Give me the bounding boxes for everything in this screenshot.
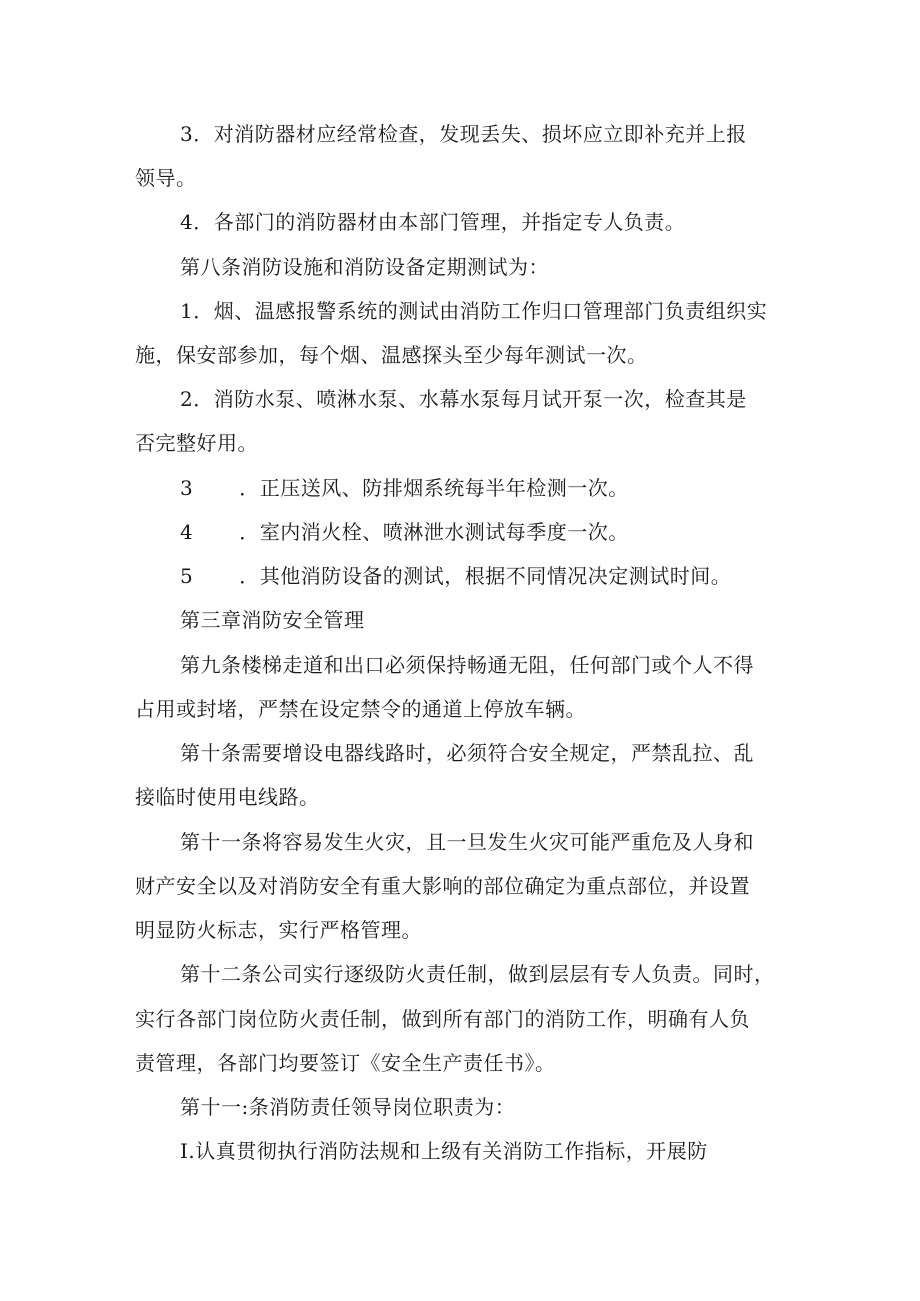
text-line: 财产安全以及对消防安全有重大影响的部位确定为重点部位，并设置 [135,874,750,898]
text-line: 明显防火标志，实行严格管理。 [135,918,422,942]
section-heading: 第八条消防设施和消防设备定期测试为： [180,255,549,279]
text-line: 施，保安部参加，每个烟、温感探头至少每年测试一次。 [135,343,648,367]
list-number: 5 [180,564,194,588]
text-line: 第十二条公司实行逐级防火责任制，做到层层有专人负责。同时， [180,962,775,986]
text-line: 接临时使用电线路。 [135,785,320,809]
text-line: 第十条需要增设电器线路时，必须符合安全规定，严禁乱拉、乱 [180,741,754,765]
list-text: ．室内消火栓、喷淋泄水测试每季度一次。 [239,520,629,544]
text-line: 责管理，各部门均要签订《安全生产责任书》。 [135,1051,556,1075]
list-number: 4 [180,520,194,544]
list-item [180,564,731,588]
text-line: 4．各部门的消防器材由本部门管理，并指定专人负责。 [180,210,686,234]
chapter-heading: 第三章消防安全管理 [180,608,365,632]
list-item [180,476,629,500]
text-line: 1．烟、温感报警系统的测试由消防工作归口管理部门负责组织实 [180,299,768,323]
list-text: ．正压送风、防排烟系统每半年检测一次。 [239,476,629,500]
text-line: 实行各部门岗位防火责任制，做到所有部门的消防工作，明确有人负 [135,1007,750,1031]
text-line: 3．对消防器材应经常检查，发现丢失、损坏应立即补充并上报 [180,122,747,146]
text-line: 第九条楼梯走道和出口必须保持畅通无阻，任何部门或个人不得 [180,653,754,677]
text-line: 领导。 [135,166,197,190]
list-item [180,520,629,544]
text-line: 否完整好用。 [135,431,258,455]
list-text: ．其他消防设备的测试，根据不同情况决定测试时间。 [239,564,732,588]
text-line: I.认真贯彻执行消防法规和上级有关消防工作指标，开展防 [180,1139,708,1163]
section-heading: 第十一:条消防责任领导岗位职责为： [180,1095,516,1119]
text-line: 第十一条将容易发生火灾，且一旦发生火灾可能严重危及人身和 [180,830,754,854]
text-line: 占用或封堵，严禁在设定禁令的通道上停放车辆。 [135,697,586,721]
text-line: 2．消防水泵、喷淋水泵、水幕水泵每月试开泵一次，检查其是 [180,387,747,411]
list-number: 3 [180,476,194,500]
